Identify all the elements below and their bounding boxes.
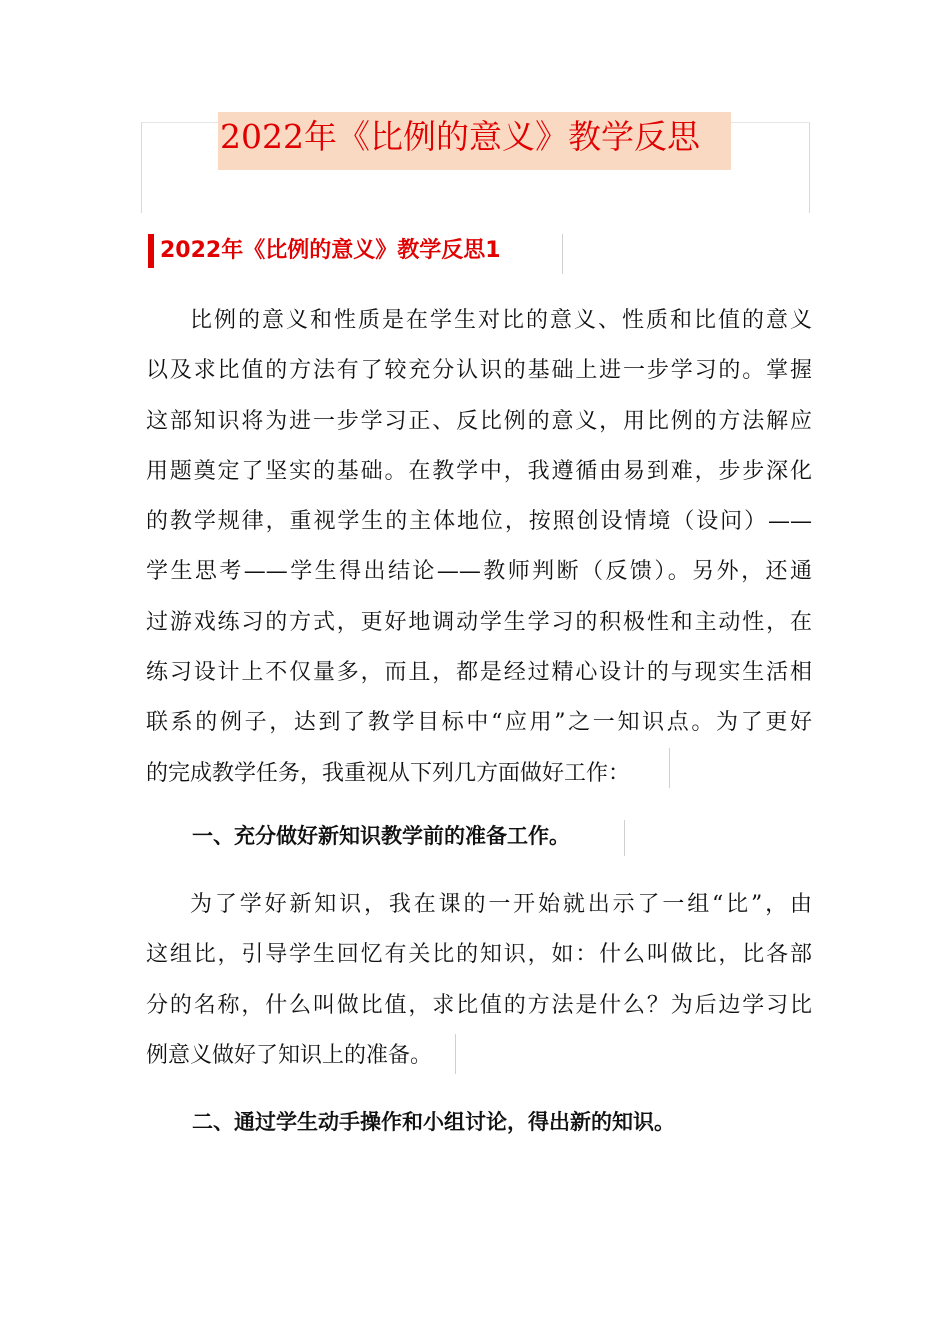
paragraph-1 (146, 296, 812, 799)
paragraph-line: 例意义做好了知识上的准备。 (146, 1042, 433, 1068)
paragraph-line: 以及求比值的方法有了较充分认识的基础上进一步学习的。掌握 (146, 358, 812, 384)
paragraph-line: 过游戏练习的方式，更好地调动学生学习的积极性和主动性，在 (146, 609, 812, 635)
heading-end-mark (562, 234, 563, 274)
subheading-2: 二、通过学生动手操作和小组讨论，得出新的知识。 (192, 1110, 675, 1134)
paragraph-end-mark (669, 748, 670, 788)
paragraph-line: 的教学规律，重视学生的主体地位，按照创设情境（设问）—— (146, 509, 812, 535)
document-title: 2022年《比例的意义》教学反思 (218, 112, 731, 170)
paragraph-line: 这组比，引导学生回忆有关比的知识，如：什么叫做比，比各部 (146, 942, 812, 968)
paragraph-line: 比例的意义和性质是在学生对比的意义、性质和比值的意义 (190, 308, 812, 333)
paragraph-line: 联系的例子，达到了教学目标中“应用”之一知识点。为了更好 (146, 710, 812, 736)
paragraph-line: 分的名称，什么叫做比值，求比值的方法是什么？为后边学习比 (146, 992, 812, 1018)
paragraph-line: 用题奠定了坚实的基础。在教学中，我遵循由易到难，步步深化 (146, 458, 812, 484)
paragraph-line: 的完成教学任务，我重视从下列几方面做好工作： (146, 760, 631, 786)
paragraph-line: 练习设计上不仅量多，而且，都是经过精心设计的与现实生活相 (146, 660, 812, 686)
paragraph-2 (146, 880, 812, 1081)
paragraph-line: 为了学好新知识，我在课的一开始就出示了一组“比”，由 (190, 892, 812, 917)
paragraph-line: 这部知识将为进一步学习正、反比例的意义，用比例的方法解应 (146, 408, 812, 434)
paragraph-line: 学生思考——学生得出结论——教师判断（反馈）。另外，还通 (146, 559, 812, 585)
subheading-1: 一、充分做好新知识教学前的准备工作。 (192, 824, 570, 848)
section-heading: 2022年《比例的意义》教学反思1 (148, 234, 501, 268)
paragraph-end-mark (455, 1034, 456, 1074)
paragraph-end-mark (624, 820, 625, 856)
